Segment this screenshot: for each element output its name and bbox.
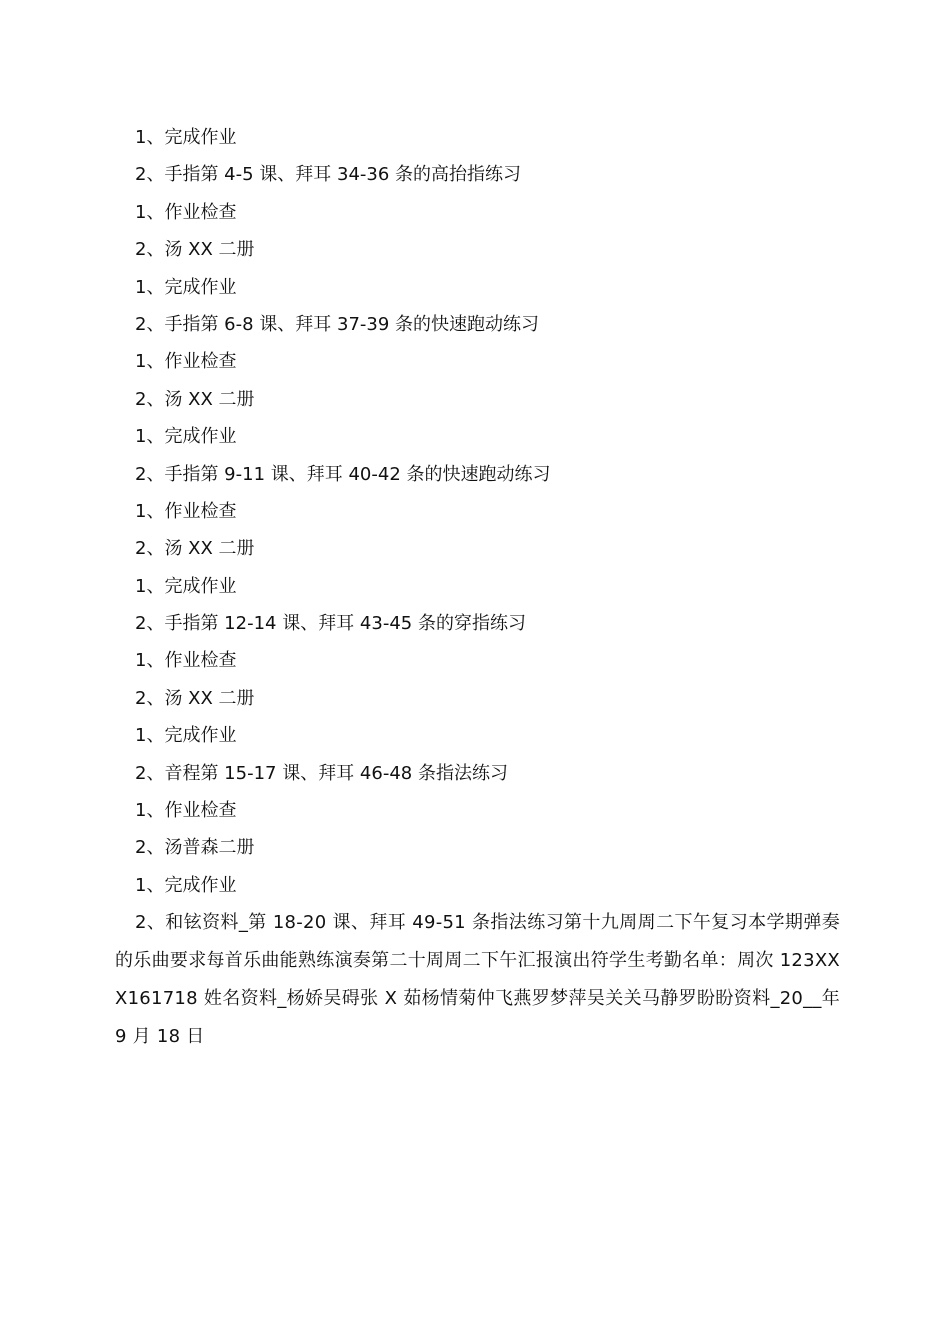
- list-item: 2、手指第 9-11 课、拜耳 40-42 条的快速跑动练习: [135, 463, 551, 485]
- list-item: 2、音程第 15-17 课、拜耳 46-48 条指法练习: [135, 762, 508, 784]
- list-item: 1、完成作业: [135, 276, 237, 298]
- final-paragraph: 2、和铉资料_第 18-20 课、拜耳 49-51 条指法练习第十九周周二下午复习本学期弹奏的乐曲要求每首乐曲能熟练演奏第二十周周二下午汇报演出符学生考勤名单：周次 123XXX161718 姓名资料_杨娇吴碍张 X 茹杨情菊仲飞燕罗梦萍吴关关马静罗盼盼资料_20__年 9 月 18 日: [115, 912, 840, 1048]
- list-item: 1、完成作业: [135, 575, 237, 597]
- list-item: 1、完成作业: [135, 127, 237, 148]
- list-item: 1、作业检查: [135, 650, 237, 672]
- document-body: [115, 119, 840, 1056]
- list-item: 1、作业检查: [135, 800, 237, 822]
- list-item: 1、作业检查: [135, 201, 237, 223]
- list-item: 2、汤普森二册: [135, 837, 255, 859]
- list-item: 2、汤 XX 二册: [135, 538, 255, 560]
- list-item: 1、完成作业: [135, 725, 237, 747]
- list-item: 2、手指第 12-14 课、拜耳 43-45 条的穿指练习: [135, 613, 526, 635]
- list-item: 2、手指第 4-5 课、拜耳 34-36 条的高抬指练习: [135, 164, 522, 186]
- list-item: 2、汤 XX 二册: [135, 687, 255, 709]
- list-item: 2、汤 XX 二册: [135, 239, 255, 261]
- list-item: 1、完成作业: [135, 874, 237, 896]
- list-item: 2、手指第 6-8 课、拜耳 37-39 条的快速跑动练习: [135, 313, 540, 335]
- list-item: 1、作业检查: [135, 500, 237, 522]
- list-item: 1、完成作业: [135, 426, 237, 448]
- list-item: 1、作业检查: [135, 351, 237, 373]
- list-item: 2、汤 XX 二册: [135, 388, 255, 410]
